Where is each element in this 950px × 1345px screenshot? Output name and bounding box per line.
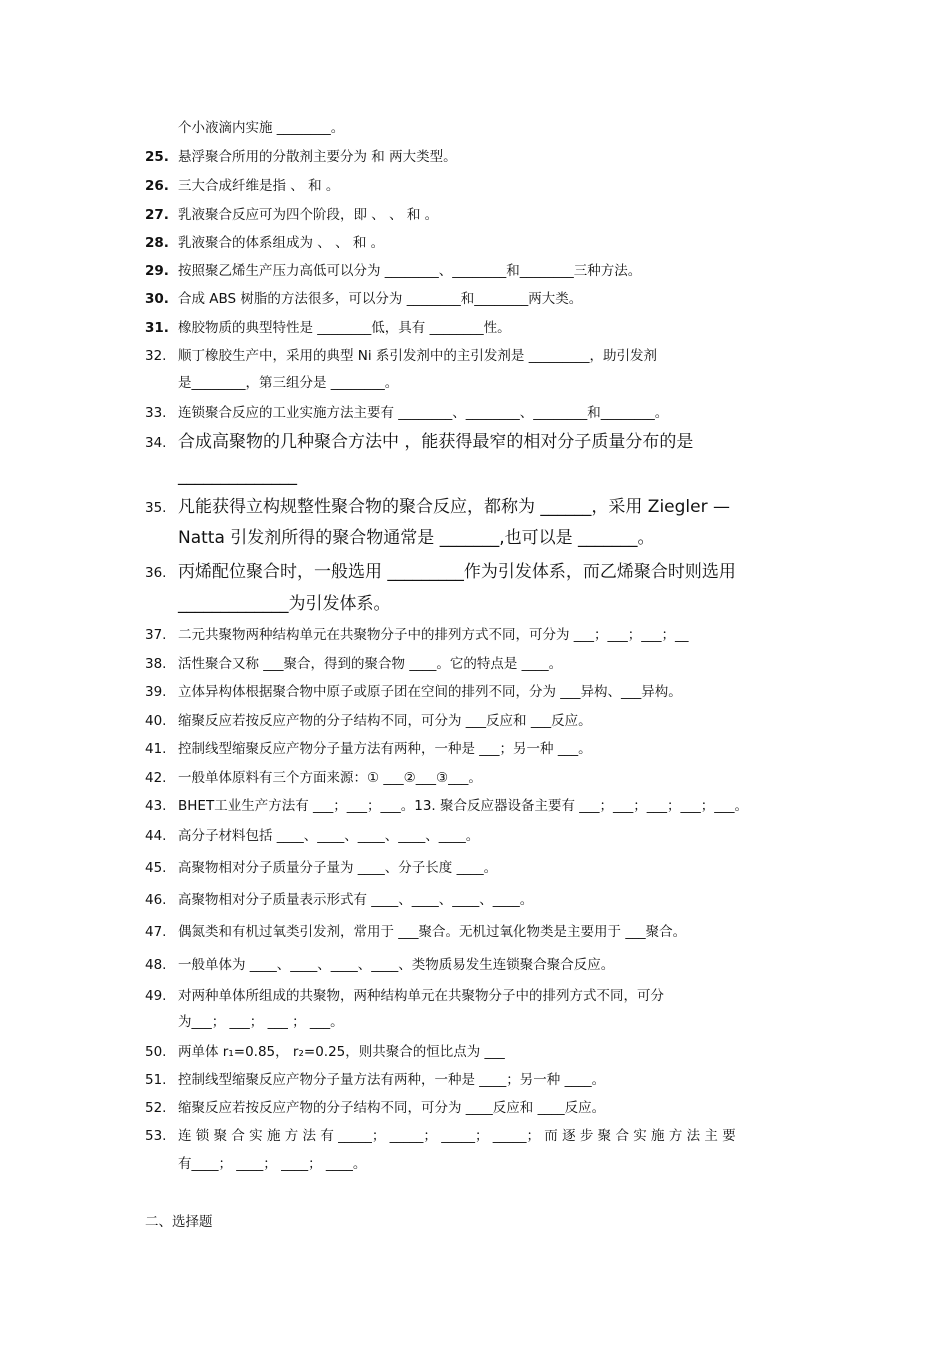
question-number: 53. [145,1128,167,1144]
question-text: 高聚物相对分子质量分子量为 ____、分子长度 ____。 [178,860,498,876]
question-number: 36. [145,565,167,581]
question-text: 控制线型缩聚反应产物分子量方法有两种，一种是 ____；另一种 ____。 [178,1072,606,1088]
question-33 [145,404,810,422]
question-text: 高分子材料包括 ____、____、____、____、____。 [178,828,480,844]
question-text: 高聚物相对分子质量表示形式有 ____、____、____、____。 [178,892,534,908]
question-text: _____________为引发体系。 [178,594,391,614]
question-49 [145,987,810,1005]
question-27 [145,206,810,224]
question-text: 立体异构体根据聚合物中原子或原子团在空间的排列不同，分为 ___异构、___异构。 [178,684,682,700]
question-32 [145,347,810,365]
question-number: 40. [145,713,167,729]
question-text: 三大合成纤维是指 、 和 。 [178,178,340,194]
question-number: 31. [145,320,169,336]
question-number: 27. [145,207,169,223]
question-text: 合成高聚物的几种聚合方法中 ，能获得最窄的相对分子质量分布的是 [178,432,694,452]
question-text: Natta 引发剂所得的聚合物通常是 _______,也可以是 _______。 [178,528,655,548]
question-text: 乳液聚合的体系组成为 、 、 和 。 [178,235,385,251]
question-36-continuation [178,593,810,615]
question-text: 悬浮聚合所用的分散剂主要分为 和 两大类型。 [178,149,457,165]
question-text: 是________，第三组分是 ________。 [178,375,399,391]
question-number: 32. [145,348,167,364]
question-text: 个小液滴内实施 ________。 [178,120,345,136]
question-text: 缩聚反应若按反应产物的分子结构不同，可分为 ___反应和 ___反应。 [178,713,592,729]
question-number: 28. [145,235,169,251]
question-45 [145,859,810,877]
question-31 [145,319,810,337]
question-34 [145,431,810,454]
question-number: 44. [145,828,167,844]
question-36 [145,561,810,584]
question-text: 一般单体原料有三个方面来源：① ___②___③___。 [178,770,482,786]
question-number: 38. [145,656,167,672]
question-text: 二元共聚物两种结构单元在共聚物分子中的排列方式不同，可分为 ___；___；___；__ [178,627,689,643]
question-47 [145,923,810,941]
question-number: 33. [145,405,167,421]
question-35 [145,496,810,519]
question-number: 25. [145,149,169,165]
question-number: 46. [145,892,167,908]
question-number: 39. [145,684,167,700]
question-text: 按照聚乙烯生产压力高低可以分为 ________、________和________三种方法。 [178,263,642,279]
question-text: ______________ [178,466,297,486]
question-text: 两单体 r₁=0.85， r₂=0.25，则共聚合的恒比点为 ___ [178,1044,505,1060]
question-53 [145,1127,810,1145]
question-44 [145,827,810,845]
question-number: 37. [145,627,167,643]
question-text: 偶氮类和有机过氧类引发剂，常用于 ___聚合。无机过氧化物类是主要用于 ___聚合。 [178,924,687,940]
question-29 [145,262,810,280]
question-25 [145,148,810,166]
question-number: 35. [145,500,167,516]
question-35-continuation [178,527,810,549]
question-text: 活性聚合又称 ___聚合，得到的聚合物 ____。它的特点是 ____。 [178,656,563,672]
question-number: 43. [145,798,167,814]
question-number: 51. [145,1072,167,1088]
question-number: 29. [145,263,169,279]
question-42 [145,769,810,787]
question-number: 49. [145,988,167,1004]
question-number: 50. [145,1044,167,1060]
question-text: 有____； ____； ____； ____。 [178,1156,367,1172]
question-text: 连锁聚合反应的工业实施方法主要有 ________、________、________和________。 [178,405,669,421]
question-number: 30. [145,291,169,307]
question-30 [145,290,810,308]
question-24-continuation [178,119,810,137]
question-number: 45. [145,860,167,876]
question-49-continuation [178,1013,810,1031]
question-53-continuation [178,1155,810,1173]
question-text: 一般单体为 ____、____、____、____、类物质易发生连锁聚合聚合反应。 [178,957,615,973]
question-text: 对两种单体所组成的共聚物，两种结构单元在共聚物分子中的排列方式不同，可分 [178,988,664,1004]
question-34-continuation [178,465,810,487]
question-text: 缩聚反应若按反应产物的分子结构不同，可分为 ____反应和 ____反应。 [178,1100,606,1116]
question-text: BHET工业生产方法有 ___；___；___。13. 聚合反应器设备主要有 ___；___；___；___；___。 [178,798,749,814]
question-text: 凡能获得立构规整性聚合物的聚合反应，都称为 ______，采用 Ziegler — [178,497,731,517]
question-41 [145,740,810,758]
question-text: 为___； ___； ___ ； ___。 [178,1014,344,1030]
question-48 [145,956,810,974]
question-51 [145,1071,810,1089]
question-number: 41. [145,741,167,757]
question-text: 控制线型缩聚反应产物分子量方法有两种，一种是 ___；另一种 ___。 [178,741,592,757]
question-text: 橡胶物质的典型特性是 ________低，具有 ________性。 [178,320,511,336]
section-heading: 二、选择题 [145,1214,213,1230]
question-text: 合成 ABS 树脂的方法很多，可以分为 ________和________两大类。 [178,291,583,307]
question-28 [145,234,810,252]
question-number: 47. [145,924,167,940]
question-39 [145,683,810,701]
question-number: 42. [145,770,167,786]
question-text: 连 锁 聚 合 实 施 方 法 有 _____； _____； _____； _____； 而 逐 步 聚 合 实 施 方 法 主 要 [178,1128,736,1144]
question-40 [145,712,810,730]
question-38 [145,655,810,673]
question-text: 顺丁橡胶生产中，采用的典型 Ni 系引发剂中的主引发剂是 _________，助引发剂 [178,348,657,364]
question-number: 48. [145,957,167,973]
question-text: 丙烯配位聚合时，一般选用 _________作为引发体系，而乙烯聚合时则选用 [178,562,736,582]
question-46 [145,891,810,909]
question-50 [145,1043,810,1061]
question-number: 34. [145,435,167,451]
question-43 [145,797,810,815]
question-number: 26. [145,178,169,194]
question-52 [145,1099,810,1117]
question-26 [145,177,810,195]
question-37 [145,626,810,644]
question-32-continuation [178,374,810,392]
question-number: 52. [145,1100,167,1116]
question-text: 乳液聚合反应可为四个阶段，即 、 、 和 。 [178,207,439,223]
